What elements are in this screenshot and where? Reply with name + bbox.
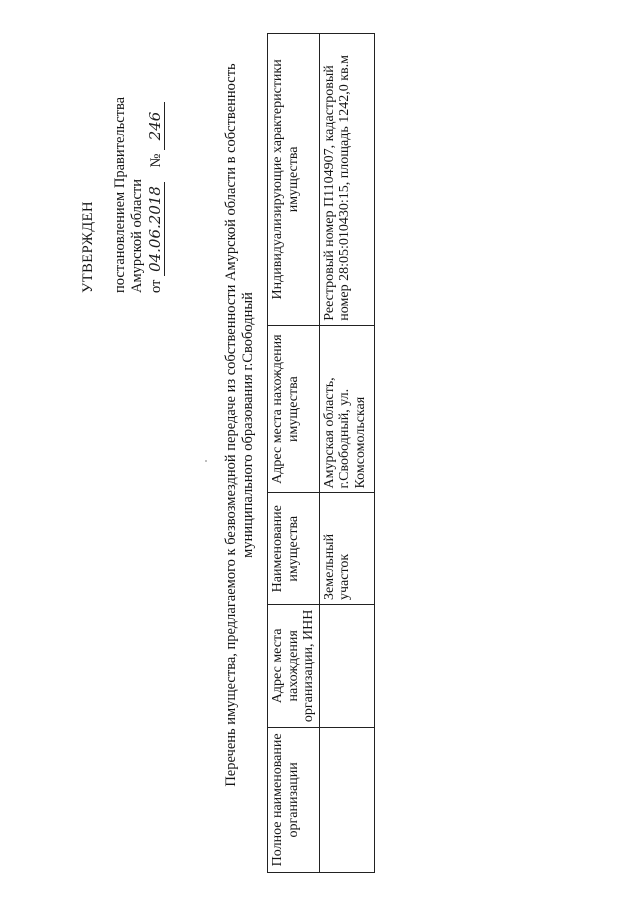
header-property-address: Адрес места нахождения имущества: [268, 325, 320, 493]
handwritten-date: 04.06.2018: [147, 182, 165, 276]
assets-table: [267, 33, 375, 873]
approval-heading: УТВЕРЖДЕН: [80, 201, 96, 293]
table-header-row: [268, 34, 320, 873]
cell-organization-address: [319, 604, 374, 727]
handwritten-number: 246: [147, 102, 165, 150]
from-label: от: [148, 279, 164, 293]
approval-line-1: постановлением Правительства: [112, 96, 128, 293]
cell-organization-name: [319, 727, 374, 872]
approval-line-2: Амурской области: [129, 179, 145, 293]
approval-date-number-line: [147, 33, 165, 293]
document-title: [223, 45, 257, 805]
cell-property-name: Земельный участок: [319, 493, 374, 604]
approval-block: [80, 33, 165, 293]
header-property-characteristics: Индивидуализирующие характеристики имущества: [268, 34, 320, 326]
header-organization-address: Адрес места нахождения организации, ИНН: [268, 604, 320, 727]
title-line-2: муниципального образования г.Свободный: [240, 292, 256, 558]
title-line-1: Перечень имущества, предлагаемого к безвозмездной передаче из собственности Амурской области в собственность: [223, 63, 239, 787]
cell-property-characteristics: Реестровый номер П1104907, кадастровый номер 28:05:010430:15, площадь 1242,0 кв.м: [319, 34, 374, 326]
number-label: №: [148, 153, 164, 168]
table-row: [319, 34, 374, 873]
cell-property-address: Амурская область, г.Свободный, ул. Комсомольская: [319, 325, 374, 493]
header-property-name: Наименование имущества: [268, 493, 320, 604]
header-organization-name: Полное наименование организации: [268, 727, 320, 872]
scan-speck: [205, 460, 207, 462]
